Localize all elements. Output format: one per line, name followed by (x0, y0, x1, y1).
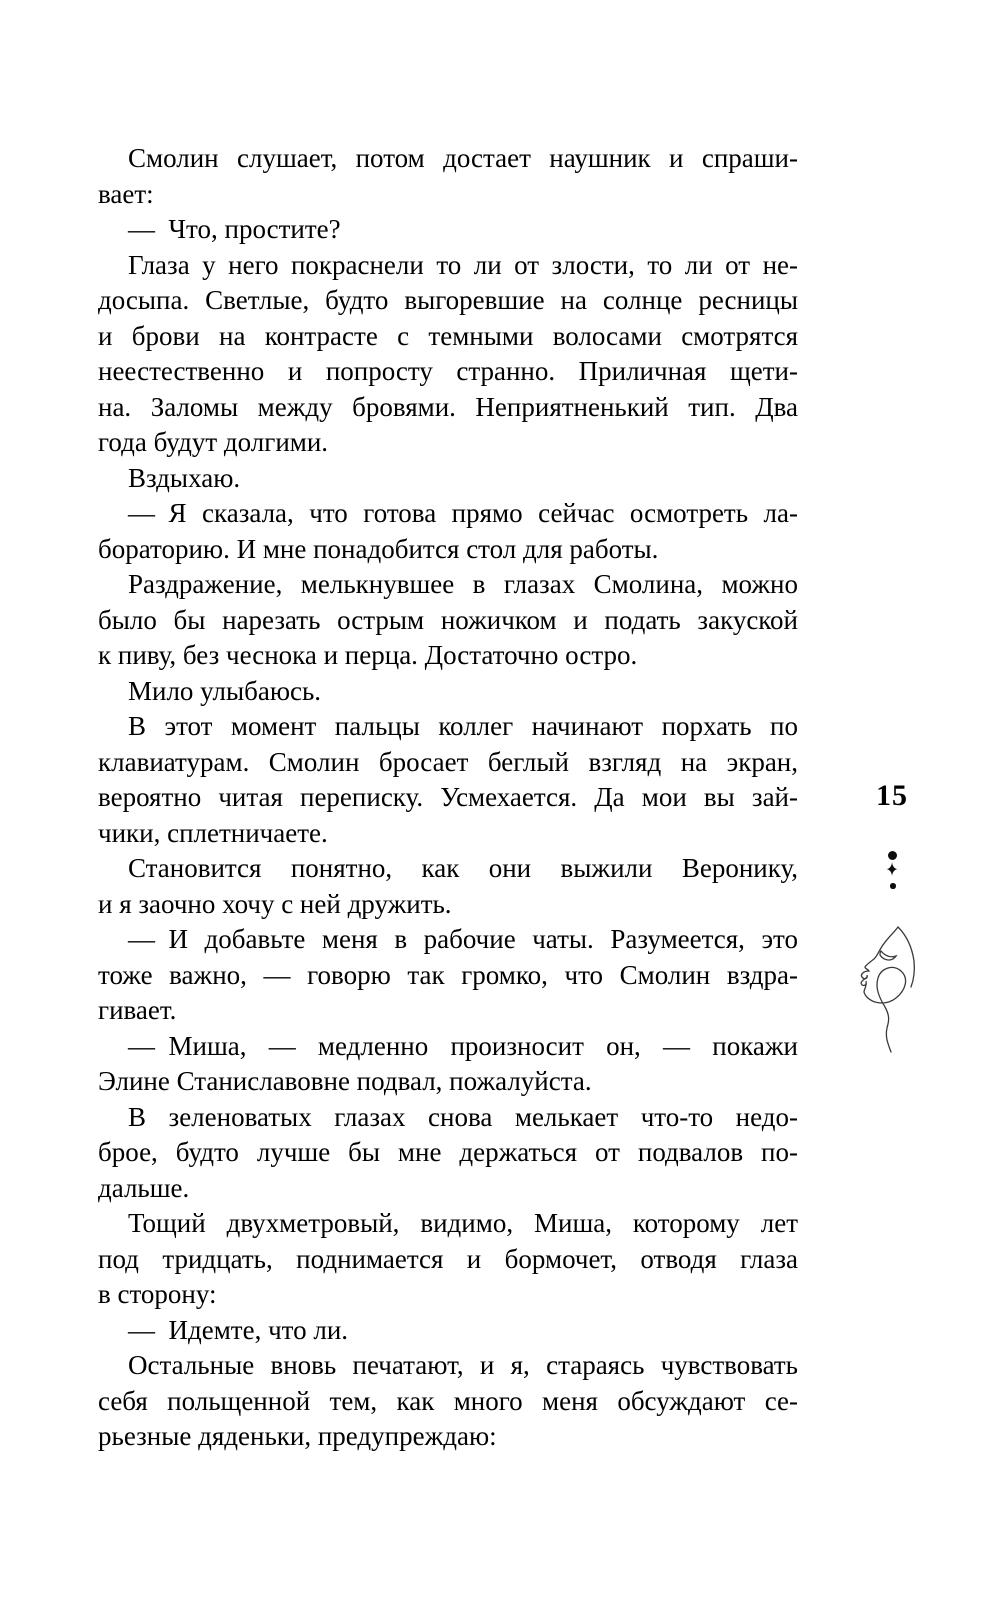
text-line: под тридцать, поднимается и бормочет, отводя глаза (98, 1243, 798, 1274)
text-line: неестественно и попросту странно. Приличная щети- (98, 356, 798, 386)
text-line: Становится понятно, как они выжили Веронику, (128, 853, 798, 883)
text-line: Остальные вновь печатают, и я, стараясь чувствовать (128, 1350, 798, 1380)
text-line: клавиатурам. Смолин бросает беглый взгляд на экран, (98, 746, 798, 777)
text-line: — Что, простите? (128, 214, 341, 244)
text-line: года будут долгими. (98, 427, 329, 457)
text-line: в сторону: (98, 1279, 217, 1309)
text-line: гивает. (98, 995, 177, 1025)
text-line: к пиву, без чеснока и перца. Достаточно остро. (98, 640, 638, 670)
text-line: В зеленоватых глазах снова мелькает что-то недо- (128, 1101, 798, 1132)
text-line: Тощий двухметровый, видимо, Миша, которому лет (128, 1208, 798, 1238)
text-line: вероятно читая переписку. Усмехается. Да мои вы зай- (98, 782, 798, 812)
ornament-star-icon: ✦ (885, 857, 899, 883)
text-line: В этот момент пальцы коллег начинают порхать по (128, 711, 798, 741)
text-line: и я заочно хочу с ней дружить. (98, 888, 452, 919)
text-line: и брови на контрасте с темными волосами смотрятся (98, 320, 798, 351)
text-line: себя польщенной тем, как много меня обсуждают се- (98, 1385, 798, 1416)
page-number: 15 (876, 779, 908, 812)
text-line: бораторию. И мне понадобится стол для работы. (98, 533, 659, 564)
text-line: — Миша, — медленно произносит он, — покажи (128, 1030, 798, 1061)
text-line: Элине Станиславовне подвал, пожалуйста. (98, 1066, 592, 1096)
text-line: Вздыхаю. (128, 462, 241, 493)
text-line: на. Заломы между бровями. Неприятненький тип. Два (98, 391, 798, 422)
face-line-art-icon (852, 921, 928, 1055)
text-line: — Я сказала, что готова прямо сейчас осмотреть ла- (128, 498, 798, 528)
text-line: тоже важно, — говорю так громко, что Смолин вздра- (98, 959, 798, 990)
text-line: Мило улыбаюсь. (128, 675, 322, 706)
text-line: досыпа. Светлые, будто выгоревшие на солнце ресницы (98, 285, 798, 315)
text-line: Глаза у него покраснели то ли от злости, то ли от не- (128, 249, 798, 280)
text-line: — Идемте, что ли. (128, 1314, 349, 1345)
ornament-dot-small (890, 883, 896, 889)
text-line: рьезные дяденьки, предупреждаю: (98, 1421, 497, 1451)
text-line: дальше. (98, 1172, 190, 1203)
text-line: Смолин слушает, потом достает наушник и спраши- (128, 143, 798, 173)
text-line: — И добавьте меня в рабочие чаты. Разумеется, это (128, 924, 798, 954)
text-line: было бы нарезать острым ножичком и подать закуской (98, 604, 798, 635)
text-line: чики, сплетничаете. (98, 817, 328, 848)
text-line: брое, будто лучше бы мне держаться от подвалов по- (98, 1137, 798, 1167)
page-text (98, 141, 798, 1455)
text-line: вает: (98, 178, 154, 209)
text-line: Раздражение, мелькнувшее в глазах Смолина, можно (128, 569, 798, 599)
